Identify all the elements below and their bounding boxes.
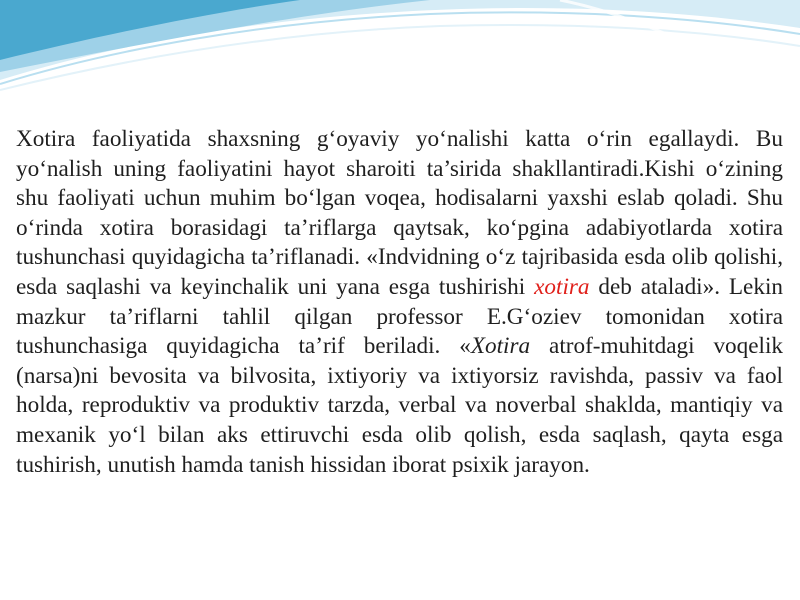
body-paragraph	[16, 125, 783, 480]
header-wave-decoration	[0, 0, 800, 100]
paragraph-text-part2: deb ataladi». Lekin mazkur ta’riflarni tahlil qilgan professor E.G‘oziev tomonidan xotira tushunchasiga quyidagicha ta’rif beriladi. «	[16, 273, 783, 360]
paragraph-text-part3: atrof-muhitdagi voqelik (narsa)ni bevosita va bilvosita, ixtiyoriy va ixtiyorsiz ravishda, passiv va faol holda, reproduktiv va produktiv tarzda, verbal va noverbal shaklda, mantiqiy va mexanik yo‘l bilan aks ettiruvchi esda olib qolish, esda saqlash, qayta esga tushirish, unutish hamda tanish hissidan iborat psixik jarayon.	[16, 333, 784, 478]
term-xotira-definition: Xotira	[470, 333, 531, 360]
paragraph-text-part1: Xotira faoliyatida shaxsning g‘oyaviy yo‘nalishi katta o‘rin egallaydi. Bu yo‘nalish uning faoliyatini hayot sharoiti ta’sirida shakllantiradi.Kishi o‘zining shu faoliyati uchun muhim bo‘lgan voqea, hodisalarni yaxshi eslab qoladi. Shu o‘rinda xotira borasidagi ta’riflarga qaytsak, ko‘pgina adabiyotlarda xotira tushunchasi quyidagicha ta’riflanadi. «Indvidning o‘z tajribasida esda olib qolishi, esda saqlashi va keyinchalik uni yana esga tushirishi	[16, 126, 783, 300]
term-xotira-highlight: xotira	[534, 273, 590, 300]
